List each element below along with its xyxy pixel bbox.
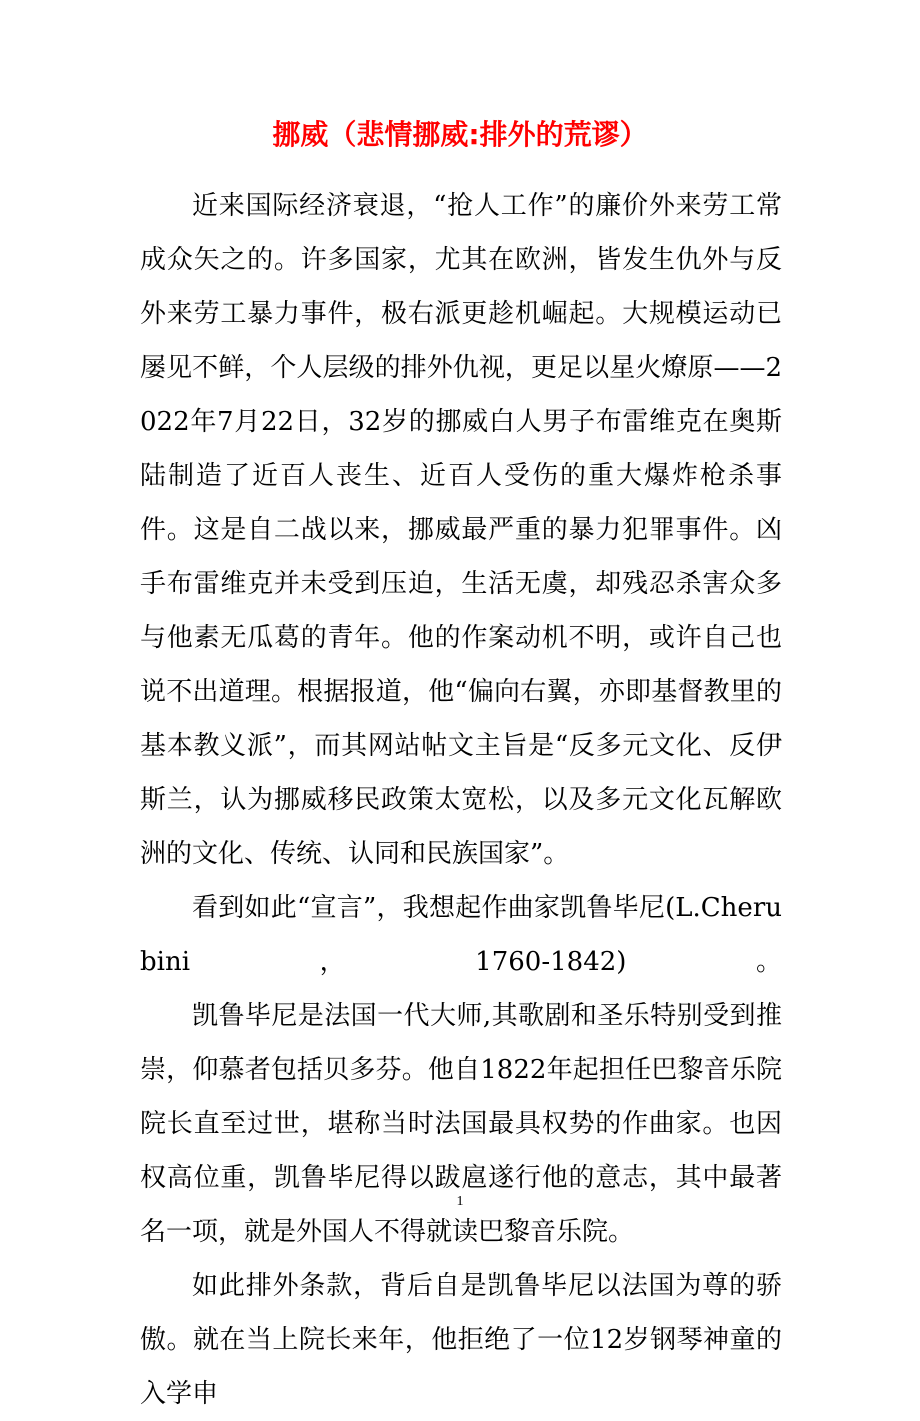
paragraph-1: 近来国际经济衰退，“抢人工作”的廉价外来劳工常成众矢之的。许多国家，尤其在欧洲，皆发生仇外与反外来劳工暴力事件，极右派更趁机崛起。大规模运动已屡见不鲜，个人层级的排外仇视，更足以星火燎原——2022年7月22日，32岁的挪威白人男子布雷维克在奥斯陆制造了近百人丧生、近百人受伤的重大爆炸枪杀事件。这是自二战以来，挪威最严重的暴力犯罪事件。凶手布雷维克并未受到压迫，生活无虞，却残忍杀害众多与他素无瓜葛的青年。他的作案动机不明，或许自己也说不出道理。根据报道，他“偏向右翼，亦即基督教里的基本教义派”，而其网站帖文主旨是“反多元文化、反伊斯兰，认为挪威移民政策太宽松，以及多元文化瓦解欧洲的文化、传统、认同和民族国家”。 — [140, 191, 782, 869]
paragraph-3: 凯鲁毕尼是法国一代大师,其歌剧和圣乐特别受到推崇，仰慕者包括贝多芬。他自1822年起担任巴黎音乐院院长直至过世，堪称当时法国最具权势的作曲家。也因权高位重，凯鲁毕尼得以跋扈遂行他的意志，其中最著名一项，就是外国人不得就读巴黎音乐院。 — [140, 1001, 782, 1247]
page-number: 1 — [456, 1194, 464, 1209]
paragraph-4: 如此排外条款，背后自是凯鲁毕尼以法国为尊的骄傲。就在当上院长来年，他拒绝了一位12岁钢琴神童的入学申 — [140, 1271, 782, 1409]
document-body — [140, 179, 782, 1421]
document-title: 挪威（悲情挪威:排外的荒谬） — [272, 118, 648, 151]
paragraph-2: 看到如此“宣言”，我想起作曲家凯鲁毕尼(L.Cherubini，1760-1842)。 — [140, 893, 782, 977]
